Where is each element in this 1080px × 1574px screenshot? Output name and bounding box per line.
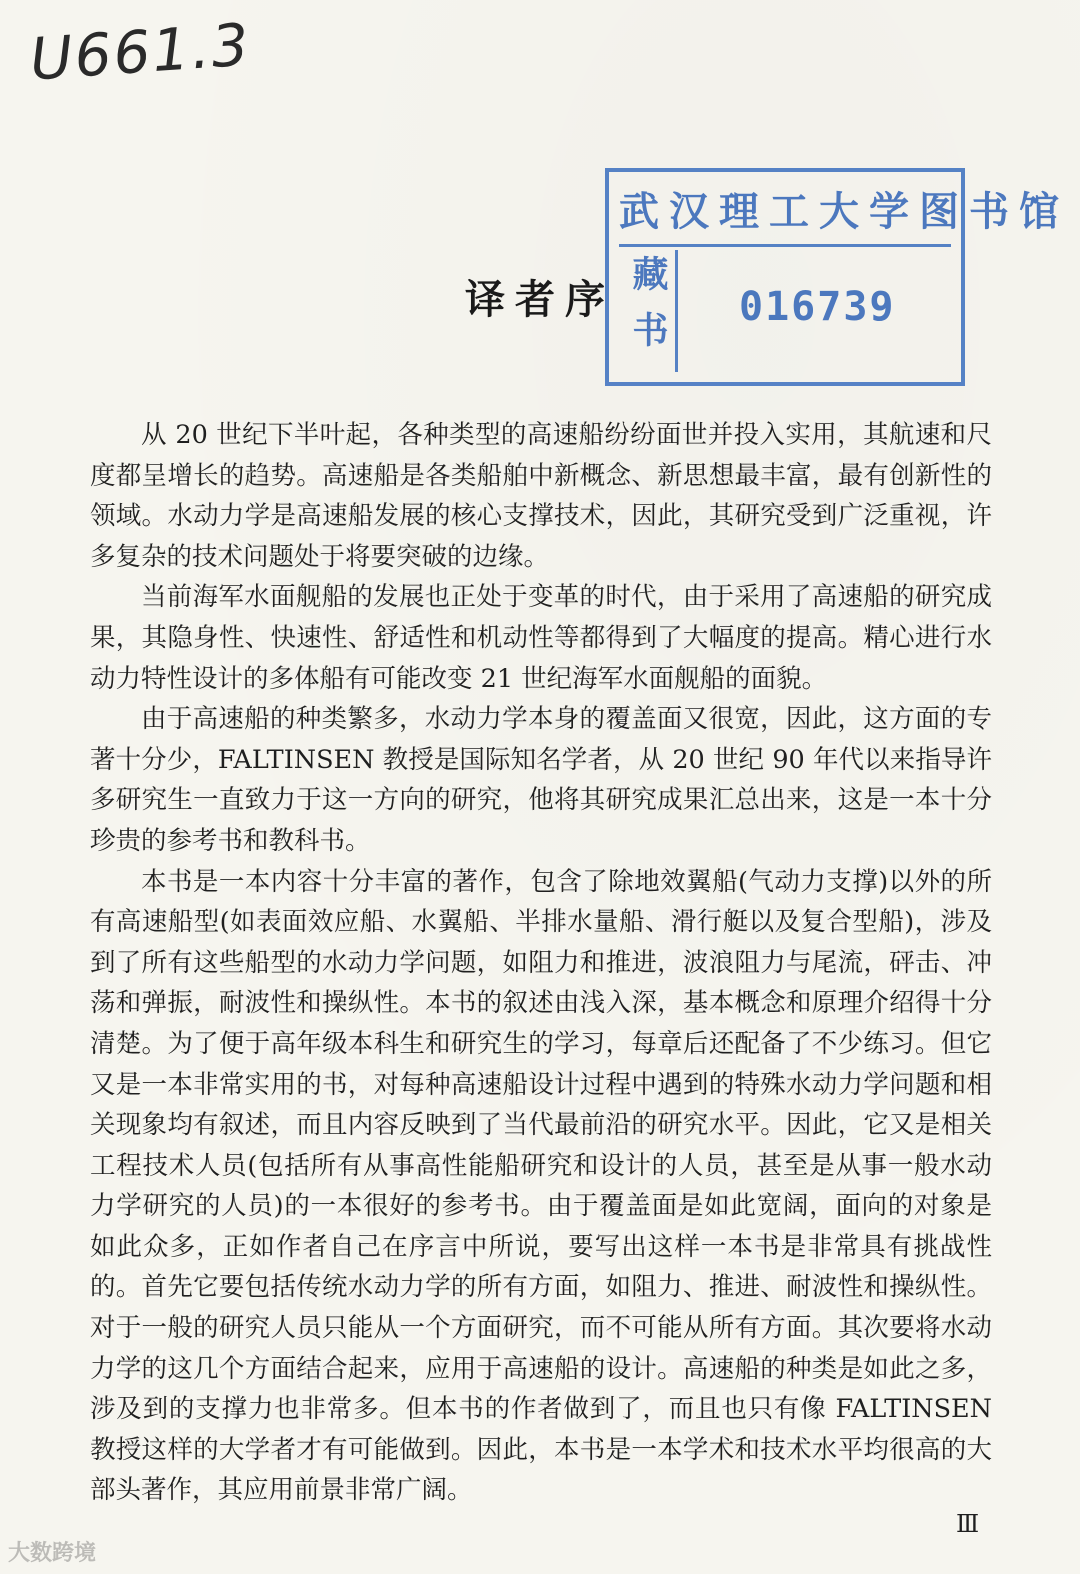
stamp-side-label: 藏书 <box>619 250 678 372</box>
preface-body <box>90 415 992 1511</box>
handwritten-call-number: U661.3 <box>27 10 253 94</box>
stamp-header: 武汉理工大学图书馆 <box>619 180 951 247</box>
paragraph-4: 本书是一本内容十分丰富的著作，包含了除地效翼船(气动力支撑)以外的所有高速船型(如表面效应船、水翼船、半排水量船、滑行艇以及复合型船)，涉及到了所有这些船型的水动力学问题，如阻力和推进，波浪阻力与尾流，砰击、冲荡和弹振，耐波性和操纵性。本书的叙述由浅入深，基本概念和原理介绍得十分清楚。为了便于高年级本科生和研究生的学习，每章后还配备了不少练习。但它又是一本非常实用的书，对每种高速船设计过程中遇到的特殊水动力学问题和相关现象均有叙述，而且内容反映到了当代最前沿的研究水平。因此，它又是相关工程技术人员(包括所有从事高性能船研究和设计的人员，甚至是从事一般水动力学研究的人员)的一本很好的参考书。由于覆盖面是如此宽阔，面向的对象是如此众多，正如作者自己在序言中所说，要写出这样一本书是非常具有挑战性的。首先它要包括传统水动力学的所有方面，如阻力、推进、耐波性和操纵性。对于一般的研究人员只能从一个方面研究，而不可能从所有方面。其次要将水动力学的这几个方面结合起来，应用于高速船的设计。高速船的种类是如此之多，涉及到的支撑力也非常多。但本书的作者做到了，而且也只有像 FALTINSEN 教授这样的大学者才有可能做到。因此，本书是一本学术和技术水平均很高的大部头著作，其应用前景非常广阔。 <box>90 866 992 1506</box>
watermark: 大数跨境 <box>8 1541 97 1566</box>
page-number: Ⅲ <box>956 1510 978 1538</box>
paragraph-1: 从 20 世纪下半叶起，各种类型的高速船纷纷面世并投入实用，其航速和尺度都呈增长的趋势。高速船是各类船舶中新概念、新思想最丰富，最有创新性的领域。水动力学是高速船发展的核心支撑技术，因此，其研究受到广泛重视，许多复杂的技术问题处于将要突破的边缘。 <box>90 420 992 572</box>
stamp-accession-number: 016739 <box>739 284 896 330</box>
library-stamp <box>605 168 1069 386</box>
paragraph-3: 由于高速船的种类繁多，水动力学本身的覆盖面又很宽，因此，这方面的专著十分少，FALTINSEN 教授是国际知名学者，从 20 世纪 90 年代以来指导许多研究生一直致力于这一方向的研究，他将其研究成果汇总出来，这是一本十分珍贵的参考书和教科书。 <box>90 704 992 856</box>
page-title: 译者序 <box>465 277 615 323</box>
paragraph-2: 当前海军水面舰船的发展也正处于变革的时代，由于采用了高速船的研究成果，其隐身性、快速性、舒适性和机动性等都得到了大幅度的提高。精心进行水动力特性设计的多体船有可能改变 21 世纪海军水面舰船的面貌。 <box>90 582 992 694</box>
